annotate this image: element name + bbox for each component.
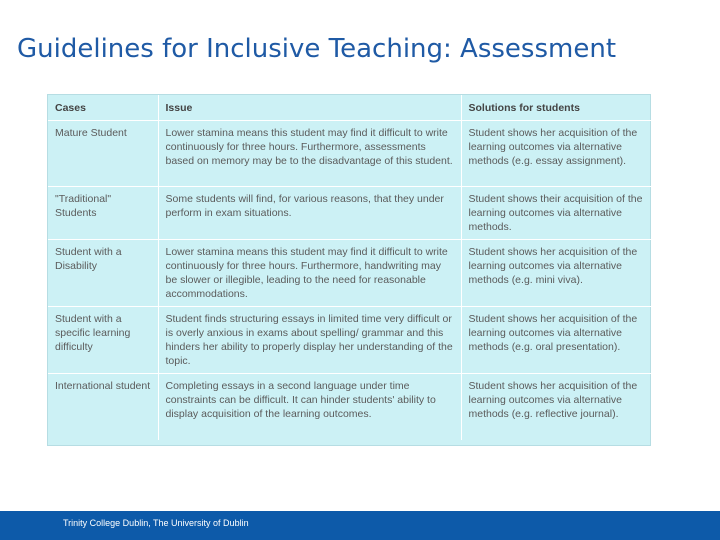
case-cell: Student with a Disability	[48, 240, 158, 307]
issue-cell: Student finds structuring essays in limited time very difficult or is overly anxious in exams about spelling/ grammar and this hinders her ability to properly display her understanding of the topic.	[158, 307, 461, 374]
issue-cell: Completing essays in a second language under time constraints can be difficult. It can hinder students' ability to display acquisition of the learning outcomes.	[158, 374, 461, 441]
solution-cell: Student shows their acquisition of the learning outcomes via alternative methods.	[461, 187, 651, 240]
issue-cell: Lower stamina means this student may find it difficult to write continuously for three hours. Furthermore, assessments based on memory may be to the disadvantage of this student.	[158, 121, 461, 187]
table-row	[48, 307, 651, 374]
header-cases: Cases	[48, 95, 158, 121]
assessment-table	[47, 94, 651, 446]
header-solutions: Solutions for students	[461, 95, 651, 121]
slide-title: Guidelines for Inclusive Teaching: Assessment	[17, 34, 617, 64]
header-issue: Issue	[158, 95, 461, 121]
assessment-table-grid	[48, 95, 651, 440]
case-cell: Student with a specific learning difficulty	[48, 307, 158, 374]
solution-cell: Student shows her acquisition of the learning outcomes via alternative methods (e.g. essay assignment).	[461, 121, 651, 187]
table-row	[48, 374, 651, 441]
table-row	[48, 121, 651, 187]
table-row	[48, 187, 651, 240]
issue-cell: Lower stamina means this student may find it difficult to write continuously for three hours. Furthermore, handwriting may be slower or illegible, leading to the need for reasonable accommodations.	[158, 240, 461, 307]
case-cell: "Traditional" Students	[48, 187, 158, 240]
solution-cell: Student shows her acquisition of the learning outcomes via alternative methods (e.g. mini viva).	[461, 240, 651, 307]
table-row	[48, 240, 651, 307]
footer-text: Trinity College Dublin, The University of Dublin	[63, 518, 249, 528]
issue-cell: Some students will find, for various reasons, that they under perform in exam situations.	[158, 187, 461, 240]
case-cell: International student	[48, 374, 158, 441]
solution-cell: Student shows her acquisition of the learning outcomes via alternative methods (e.g. oral presentation).	[461, 307, 651, 374]
footer-bar	[0, 511, 720, 540]
table-header-row	[48, 95, 651, 121]
case-cell: Mature Student	[48, 121, 158, 187]
solution-cell: Student shows her acquisition of the learning outcomes via alternative methods (e.g. reflective journal).	[468, 380, 638, 420]
